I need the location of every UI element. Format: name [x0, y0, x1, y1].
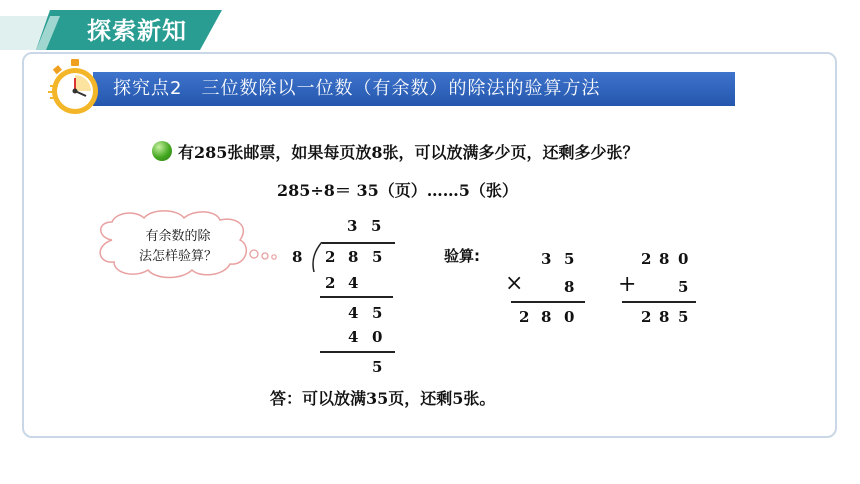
add-result-digit: 2 — [641, 308, 652, 326]
step3-digit: 0 — [372, 328, 383, 346]
mult-top-digit: 3 — [541, 250, 552, 268]
add-bottom: 5 — [678, 278, 689, 296]
division-line — [320, 351, 395, 353]
division-bracket — [308, 242, 324, 272]
step3-digit: 4 — [348, 328, 359, 346]
mult-result-digit: 0 — [564, 308, 575, 326]
add-top-digit: 0 — [678, 250, 689, 268]
add-top-digit: 8 — [659, 250, 670, 268]
mult-result-digit: 2 — [519, 308, 530, 326]
add-result-digit: 8 — [659, 308, 670, 326]
mult-line — [511, 301, 585, 303]
bullet-dot-icon — [152, 141, 172, 161]
divisor: 8 — [292, 248, 303, 266]
add-line — [622, 301, 696, 303]
add-result-digit: 5 — [678, 308, 689, 326]
thought-bubble-line1: 有余数的除 — [145, 229, 211, 244]
section-title: 探究点2 三位数除以一位数（有余数）的除法的验算方法 — [113, 78, 601, 99]
remainder: 5 — [372, 358, 383, 376]
dividend-digit: 8 — [348, 248, 359, 266]
dividend-digit: 5 — [372, 248, 383, 266]
plus-operator: + — [618, 272, 637, 297]
mult-top-digit: 5 — [564, 250, 575, 268]
equation-text: 285÷8＝ 35（页）……5（张） — [277, 181, 518, 200]
division-line — [320, 296, 393, 298]
quotient-digit: 5 — [371, 217, 382, 235]
dividend-digit: 2 — [325, 248, 336, 266]
mult-result-digit: 8 — [541, 308, 552, 326]
step1-digit: 4 — [348, 274, 359, 292]
step2-digit: 4 — [348, 304, 359, 322]
multiply-operator: × — [505, 271, 524, 296]
stopwatch-icon — [46, 58, 104, 116]
step1-digit: 2 — [325, 274, 336, 292]
step2-digit: 5 — [372, 304, 383, 322]
add-top-digit: 2 — [641, 250, 652, 268]
thought-bubble-line2: 法怎样验算？ — [138, 249, 217, 264]
division-bar — [322, 242, 395, 244]
header-tab-title: 探索新知 — [87, 17, 187, 45]
mult-bottom: 8 — [564, 278, 575, 296]
verification-label: 验算: — [444, 247, 480, 265]
answer-text: 答：可以放满35页，还剩5张。 — [270, 389, 496, 408]
quotient-digit: 3 — [347, 217, 358, 235]
question-text: 有285张邮票，如果每页放8张，可以放满多少页，还剩多少张？ — [178, 143, 639, 162]
